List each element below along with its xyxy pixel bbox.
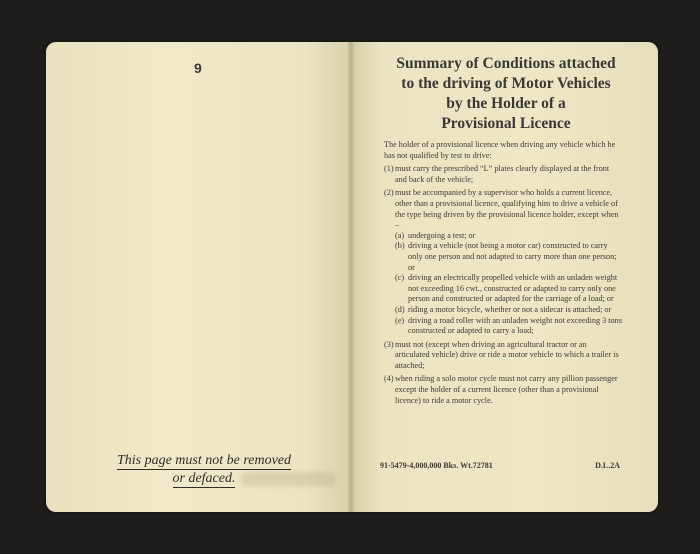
- notice-line-2: or defaced.: [172, 471, 236, 486]
- page-notice: [94, 452, 314, 488]
- exception-letter: (a): [395, 230, 405, 240]
- condition-text: must not (except when driving an agricultural tractor or an articulated vehicle) drive or ride a motor vehicle to which a trailer is attached;: [395, 339, 619, 370]
- title-line: by the Holder of a: [446, 95, 566, 112]
- exception-item: [395, 305, 622, 316]
- page-number: 9: [194, 60, 202, 76]
- exception-text: undergoing a test; or: [408, 230, 476, 240]
- condition-item: [384, 188, 622, 230]
- exception-item: [395, 316, 622, 337]
- exception-list: [384, 231, 622, 337]
- condition-item: [384, 374, 622, 406]
- licence-booklet: [46, 42, 658, 512]
- condition-number: (1): [384, 164, 394, 174]
- condition-number: (2): [384, 188, 394, 198]
- exception-letter: (d): [395, 304, 405, 314]
- exception-letter: (c): [395, 273, 405, 283]
- exception-letter: (b): [395, 241, 405, 251]
- notice-line-1: This page must not be removed: [116, 453, 292, 468]
- condition-text: must be accompanied by a supervisor who holds a current licence, other than a provisional licence, qualifying him to drive a vehicle of the type being driven by the provisional licence holder, except when –: [395, 188, 619, 230]
- print-code: 91-5479-4,000,000 Bks. Wt.72781: [380, 461, 493, 470]
- exception-text: driving a road roller with an unladen weight not exceeding 3 tons constructed or adapted to carry a load;: [408, 315, 622, 336]
- left-page: [46, 42, 351, 512]
- exception-text: driving a vehicle (not being a motor car) constructed to carry only one person and not adapted to carry more than one person; or: [408, 241, 617, 272]
- form-reference: D.L.2A: [595, 461, 620, 470]
- right-page: [351, 42, 658, 512]
- booklet-spine: [348, 42, 354, 512]
- conditions-body: [384, 140, 622, 409]
- condition-number: (4): [384, 374, 394, 384]
- title-line: to the driving of Motor Vehicles: [401, 75, 611, 92]
- condition-number: (3): [384, 339, 394, 349]
- exception-letter: (e): [395, 315, 405, 325]
- condition-item: [384, 164, 622, 185]
- exception-item: [395, 273, 622, 305]
- title-line: Provisional Licence: [441, 115, 571, 132]
- title-line: Summary of Conditions attached: [396, 55, 616, 72]
- exception-item: [395, 241, 622, 273]
- print-footer: [380, 461, 620, 470]
- exception-item: [395, 231, 622, 242]
- intro-text: The holder of a provisional licence when driving any vehicle which he has not qualified by test to drive:: [384, 140, 616, 160]
- exception-text: riding a motor bicycle, whether or not a sidecar is attached; or: [408, 304, 612, 314]
- condition-item: [384, 340, 622, 372]
- conditions-title: [361, 54, 651, 134]
- exception-text: driving an electrically propelled vehicle with an unladen weight not exceeding 16 cwt., constructed or adapted to carry only one person and constructed or adapted for the carriage of a load; or: [408, 273, 618, 304]
- condition-text: must carry the prescribed “L” plates clearly displayed at the front and back of the vehicle;: [395, 164, 610, 184]
- condition-text: when riding a solo motor cycle must not carry any pillion passenger except the holder of a current licence (other than a provisional licence) to ride a motor cycle.: [395, 374, 618, 405]
